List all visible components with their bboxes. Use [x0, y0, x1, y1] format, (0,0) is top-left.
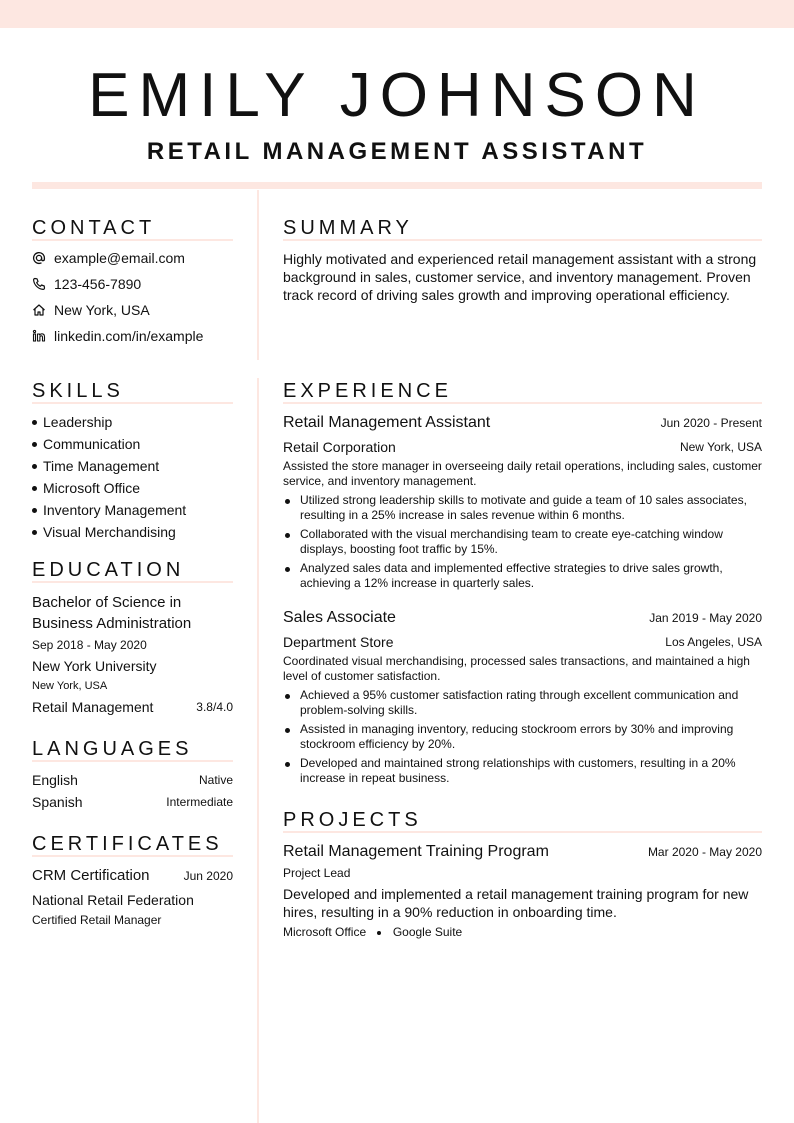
- languages-heading: LANGUAGES: [32, 738, 193, 760]
- candidate-name: EMILY JOHNSON: [88, 61, 706, 130]
- skill-item: Inventory Management: [32, 500, 186, 520]
- projects-heading: PROJECTS: [283, 809, 422, 831]
- contact-email[interactable]: [32, 248, 185, 268]
- project-dates: Mar 2020 - May 2020: [647, 845, 762, 859]
- summary-heading: SUMMARY: [283, 217, 413, 239]
- job-bullet: Analyzed sales data and implemented effective strategies to drive sales growth, achieving a 12% increase in quarterly sales.: [300, 561, 763, 591]
- contact-location-text: New York, USA: [54, 302, 150, 318]
- job-location: Los Angeles, USA: [665, 635, 762, 649]
- project-tool: Google Suite: [392, 925, 463, 939]
- job-title: Retail Management Assistant: [283, 414, 491, 431]
- contact-phone[interactable]: [32, 274, 141, 294]
- project-description: Developed and implemented a retail management training program for new hires, resulting in a 90% reduction in onboarding time.: [283, 886, 749, 920]
- top-accent-band: [0, 0, 794, 28]
- phone-icon: [32, 277, 54, 291]
- job-title: Sales Associate: [283, 609, 396, 626]
- summary-text: Highly motivated and experienced retail management assistant with a strong background in sales, customer service, and inventory management. Proven track record of driving sales growth and improving operational efficiency.: [283, 251, 757, 303]
- projects-rule: [283, 831, 762, 833]
- skill-item: Leadership: [32, 412, 112, 432]
- skill-item: Time Management: [32, 456, 159, 476]
- education-gpa: 3.8/4.0: [196, 700, 233, 714]
- education-school: New York University: [32, 658, 157, 674]
- job-bullet: Collaborated with the visual merchandising team to create eye-catching window displays, boosting foot traffic by 15%.: [300, 527, 763, 557]
- language-level: Intermediate: [166, 795, 233, 809]
- linkedin-icon: [32, 329, 54, 343]
- project-name: Retail Management Training Program: [283, 843, 549, 860]
- job-bullet: Assisted in managing inventory, reducing stockroom errors by 30% and improving stockroom efficiency by 20%.: [300, 722, 763, 752]
- job-description: Coordinated visual merchandising, processed sales transactions, and maintained a high level of customer satisfaction.: [283, 654, 750, 683]
- summary-rule: [283, 239, 762, 241]
- education-dates: Sep 2018 - May 2020: [32, 638, 147, 652]
- job-company: Department Store: [283, 634, 394, 650]
- contact-email-text: example@email.com: [54, 250, 185, 266]
- experience-heading: EXPERIENCE: [283, 380, 452, 402]
- job-bullet: Achieved a 95% customer satisfaction rating through excellent communication and problem-solving skills.: [300, 688, 763, 718]
- job-dates: Jun 2020 - Present: [660, 416, 762, 430]
- certificate-name: CRM Certification: [32, 867, 150, 884]
- job-bullet: Utilized strong leadership skills to motivate and guide a team of 10 sales associates, resulting in a 25% increase in sales revenue within 6 months.: [300, 493, 763, 523]
- skill-item: Visual Merchandising: [32, 522, 176, 542]
- column-divider-bottom: [257, 378, 259, 1123]
- candidate-role: RETAIL MANAGEMENT ASSISTANT: [146, 138, 648, 165]
- certificate-date: Jun 2020: [183, 869, 233, 883]
- education-heading: EDUCATION: [32, 559, 185, 581]
- experience-rule: [283, 402, 762, 404]
- contact-linkedin[interactable]: [32, 326, 203, 346]
- contact-heading: CONTACT: [32, 217, 156, 239]
- education-degree-line1: Bachelor of Science in: [32, 594, 182, 611]
- project-tool: Microsoft Office: [283, 925, 367, 939]
- certificate-subtitle: Certified Retail Manager: [32, 913, 162, 927]
- at-icon: [32, 251, 54, 265]
- languages-rule: [32, 760, 233, 762]
- header-divider: [32, 182, 762, 189]
- education-rule: [32, 581, 233, 583]
- contact-phone-text: 123-456-7890: [54, 276, 142, 292]
- project-tools: [283, 924, 462, 940]
- job-dates: Jan 2019 - May 2020: [649, 611, 762, 625]
- education-degree-line2: Business Administration: [32, 615, 192, 632]
- job-company: Retail Corporation: [283, 439, 396, 455]
- job-location: New York, USA: [679, 440, 762, 454]
- contact-linkedin-text: linkedin.com/in/example: [54, 328, 204, 344]
- skills-heading: SKILLS: [32, 380, 124, 402]
- skill-item: Communication: [32, 434, 140, 454]
- education-location: New York, USA: [32, 680, 108, 692]
- project-role: Project Lead: [283, 866, 351, 880]
- language-name: Spanish: [32, 794, 83, 810]
- tool-separator-dot: [377, 931, 381, 935]
- job-bullet: Developed and maintained strong relationships with customers, resulting in a 20% increase in repeat business.: [300, 756, 763, 786]
- contact-location: [32, 300, 150, 320]
- skills-rule: [32, 402, 233, 404]
- certificate-issuer: National Retail Federation: [32, 892, 194, 908]
- skill-item: Microsoft Office: [32, 478, 140, 498]
- column-divider-top: [257, 190, 259, 360]
- certificates-rule: [32, 855, 233, 857]
- language-name: English: [32, 772, 78, 788]
- education-field: Retail Management: [32, 699, 154, 715]
- certificates-heading: CERTIFICATES: [32, 833, 223, 855]
- job-description: Assisted the store manager in overseeing daily retail operations, including sales, customer service, and inventory management.: [283, 459, 762, 488]
- home-icon: [32, 303, 54, 317]
- contact-rule: [32, 239, 233, 241]
- language-level: Native: [198, 773, 233, 787]
